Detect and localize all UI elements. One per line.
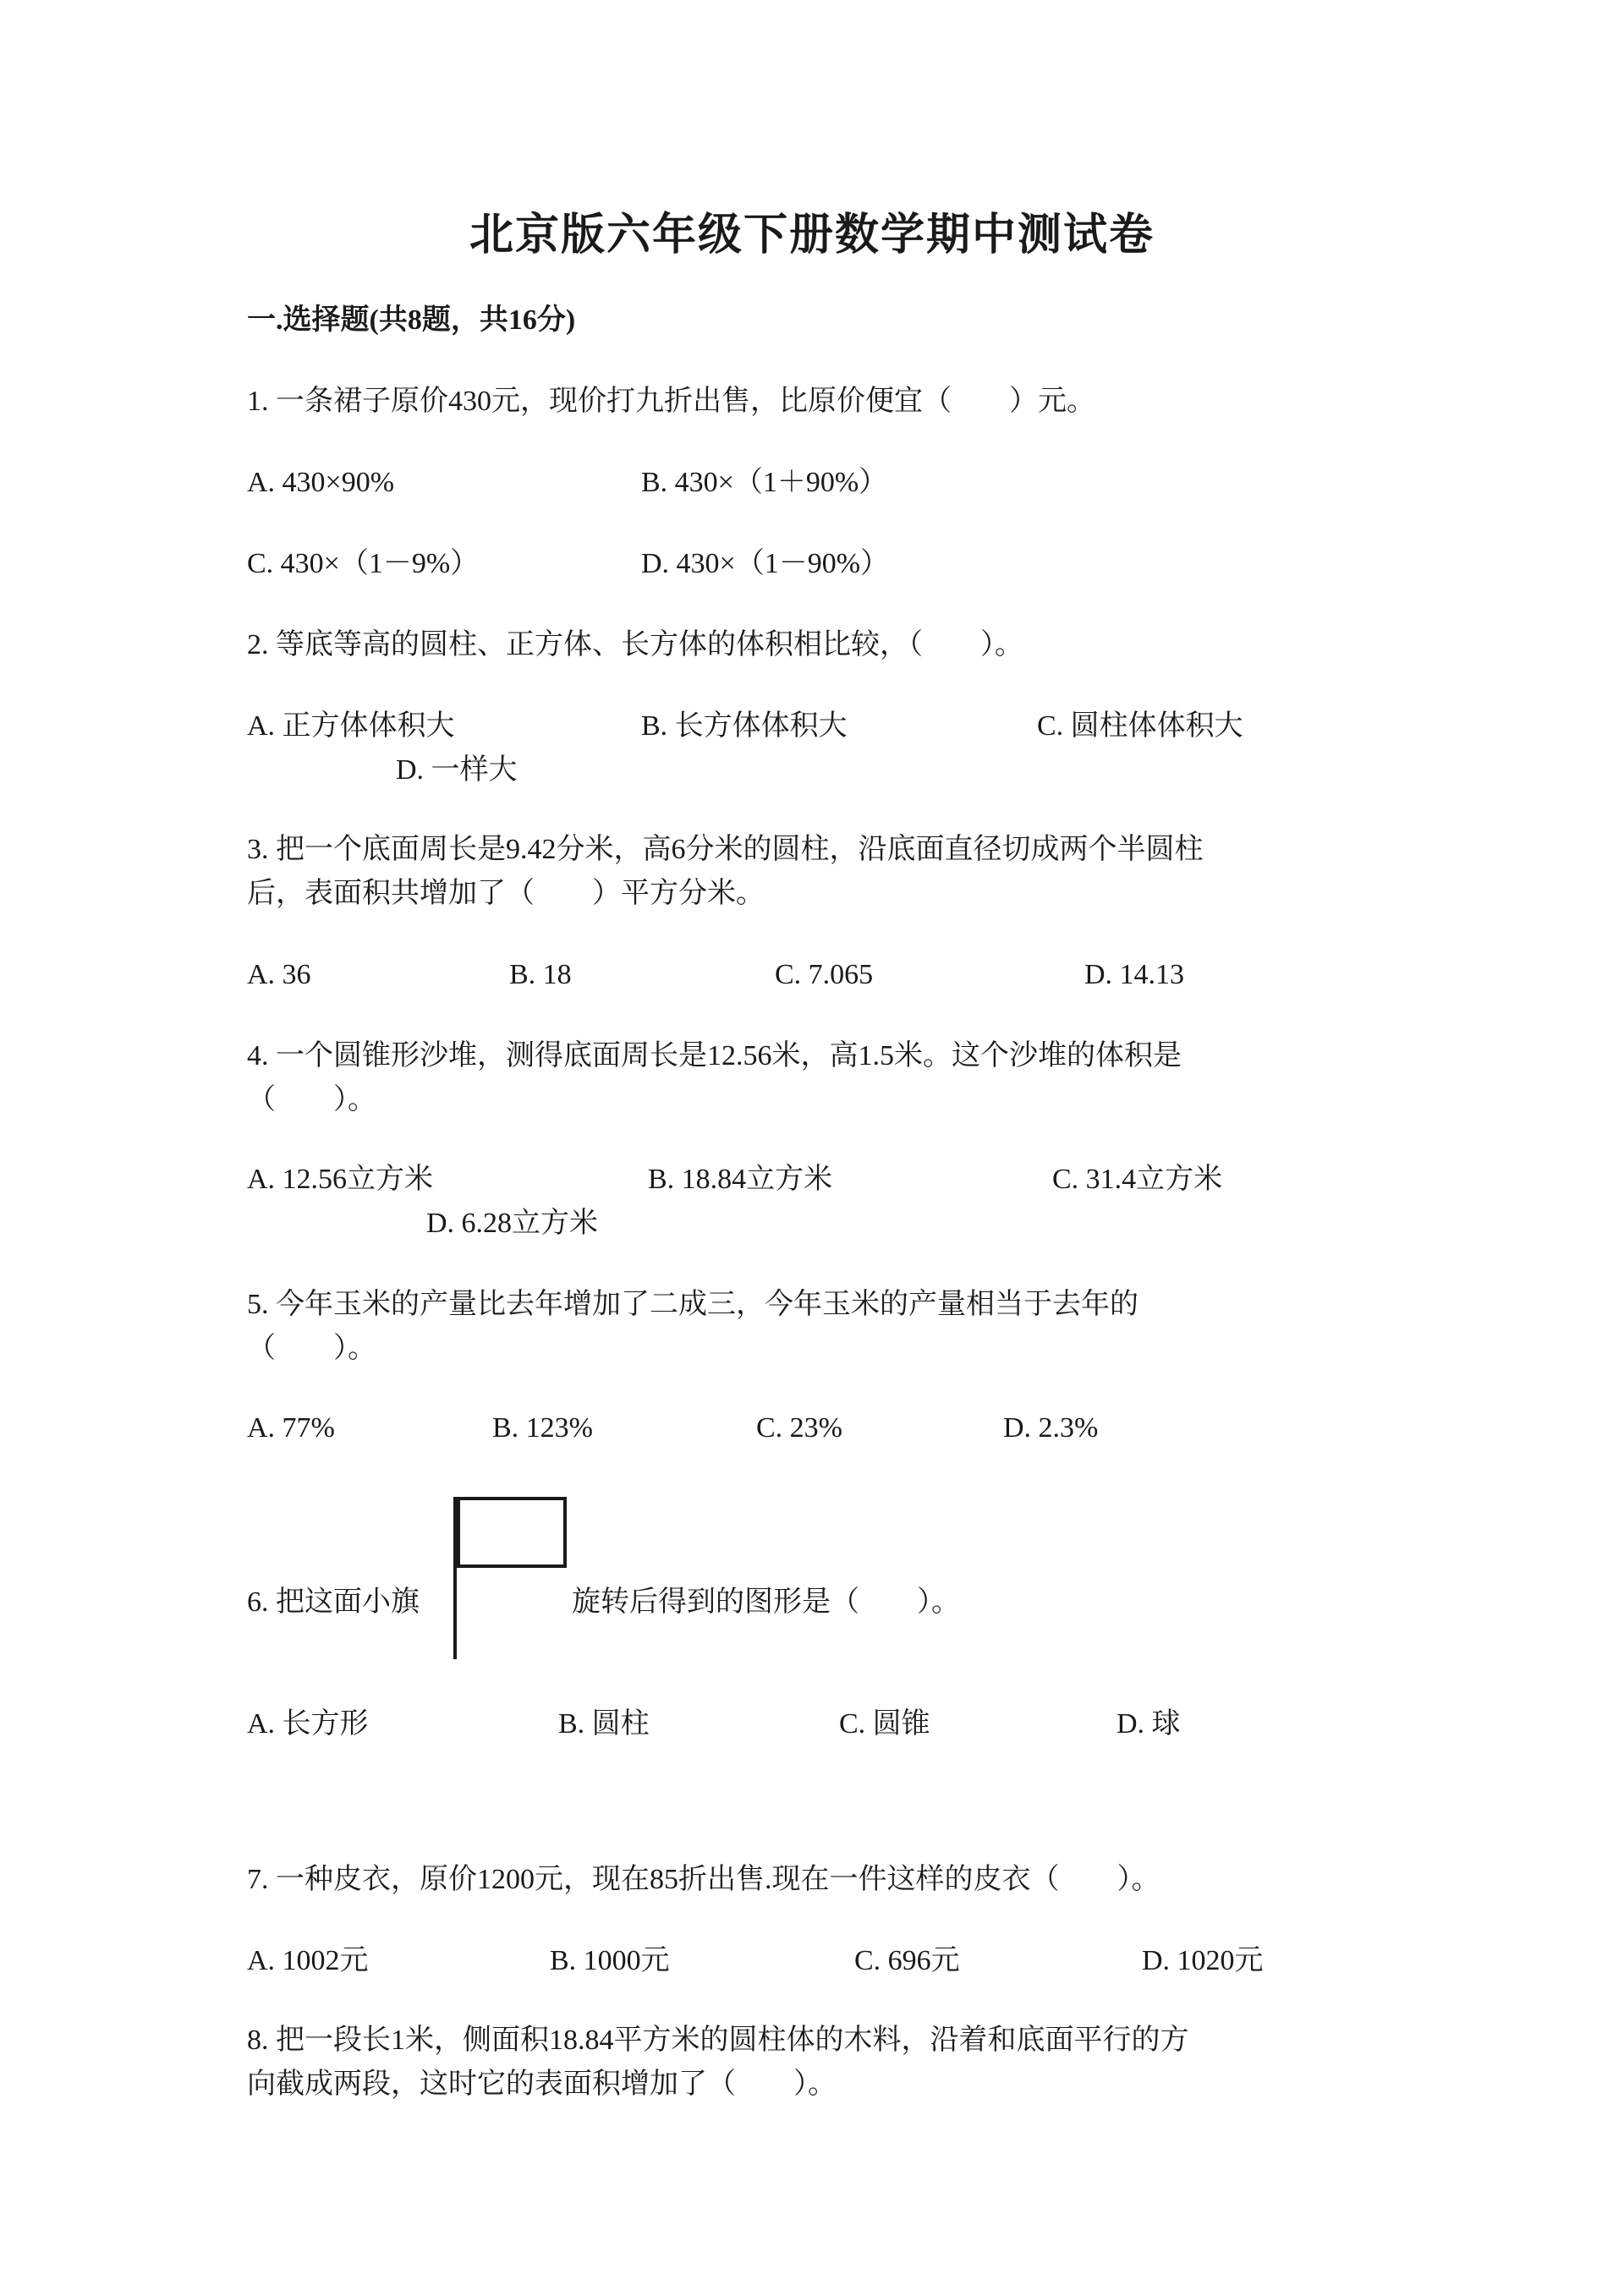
question-1-option-c[interactable]: C. 430×（1－9%） <box>247 548 480 579</box>
question-6-option-c[interactable]: C. 圆锥 <box>839 1708 930 1740</box>
question-7-stem: 7. 一种皮衣，原价1200元，现在85折出售.现在一件这样的皮衣（ ）。 <box>247 1864 1160 1895</box>
question-4-option-a[interactable]: A. 12.56立方米 <box>247 1164 434 1195</box>
question-7-option-d[interactable]: D. 1020元 <box>1142 1945 1264 1976</box>
question-1-option-b[interactable]: B. 430×（1＋90%） <box>641 467 888 498</box>
question-4-option-c[interactable]: C. 31.4立方米 <box>1052 1164 1223 1195</box>
question-5-stem-line2: （ ）。 <box>247 1333 376 1364</box>
question-1-stem: 1. 一条裙子原价430元，现价打九折出售，比原价便宜（ ）元。 <box>247 386 1095 417</box>
question-5-option-c[interactable]: C. 23% <box>756 1412 842 1444</box>
question-8-stem-line2: 向截成两段，这时它的表面积增加了（ ）。 <box>247 2069 837 2100</box>
page-title: 北京版六年级下册数学期中测试卷 <box>469 211 1155 260</box>
question-1-option-a[interactable]: A. 430×90% <box>247 467 395 498</box>
question-2-option-d[interactable]: D. 一样大 <box>396 754 518 786</box>
question-6-option-b[interactable]: B. 圆柱 <box>558 1708 650 1740</box>
question-3-option-b[interactable]: B. 18 <box>509 959 572 990</box>
question-6-stem-before: 6. 把这面小旗 <box>247 1586 420 1618</box>
question-4-option-d[interactable]: D. 6.28立方米 <box>426 1208 599 1239</box>
question-7-option-c[interactable]: C. 696元 <box>854 1945 960 1976</box>
question-4-stem-line1: 4. 一个圆锥形沙堆，测得底面周长是12.56米，高1.5米。这个沙堆的体积是 <box>247 1040 1182 1071</box>
question-1-option-d[interactable]: D. 430×（1－90%） <box>641 548 890 579</box>
question-3-option-d[interactable]: D. 14.13 <box>1084 959 1185 990</box>
flag-figure <box>457 1497 567 1568</box>
question-3-stem-line2: 后，表面积共增加了（ ）平方分米。 <box>247 878 765 909</box>
question-2-option-a[interactable]: A. 正方体体积大 <box>247 710 455 742</box>
question-4-stem-line2: （ ）。 <box>247 1084 376 1115</box>
question-4-option-b[interactable]: B. 18.84立方米 <box>648 1164 833 1195</box>
question-5-option-b[interactable]: B. 123% <box>492 1412 593 1444</box>
question-2-option-c[interactable]: C. 圆柱体体积大 <box>1037 710 1243 742</box>
question-5-option-a[interactable]: A. 77% <box>247 1412 335 1444</box>
question-2-option-b[interactable]: B. 长方体体积大 <box>641 710 848 742</box>
question-8-stem-line1: 8. 把一段长1米，侧面积18.84平方米的圆柱体的木料，沿着和底面平行的方 <box>247 2025 1189 2056</box>
question-7-option-a[interactable]: A. 1002元 <box>247 1945 369 1976</box>
question-6-option-a[interactable]: A. 长方形 <box>247 1708 369 1740</box>
question-3-stem-line1: 3. 把一个底面周长是9.42分米，高6分米的圆柱，沿底面直径切成两个半圆柱 <box>247 834 1204 865</box>
question-7-option-b[interactable]: B. 1000元 <box>550 1945 670 1976</box>
question-5-stem-line1: 5. 今年玉米的产量比去年增加了二成三，今年玉米的产量相当于去年的 <box>247 1289 1138 1320</box>
question-3-option-c[interactable]: C. 7.065 <box>775 959 874 990</box>
section-heading: 一.选择题(共8题，共16分) <box>247 304 576 336</box>
question-3-option-a[interactable]: A. 36 <box>247 959 311 990</box>
question-6-option-d[interactable]: D. 球 <box>1116 1708 1181 1740</box>
question-5-option-d[interactable]: D. 2.3% <box>1003 1412 1099 1444</box>
question-2-stem: 2. 等底等高的圆柱、正方体、长方体的体积相比较，（ ）。 <box>247 629 1023 660</box>
question-6-stem-after: 旋转后得到的图形是（ ）。 <box>572 1586 960 1618</box>
